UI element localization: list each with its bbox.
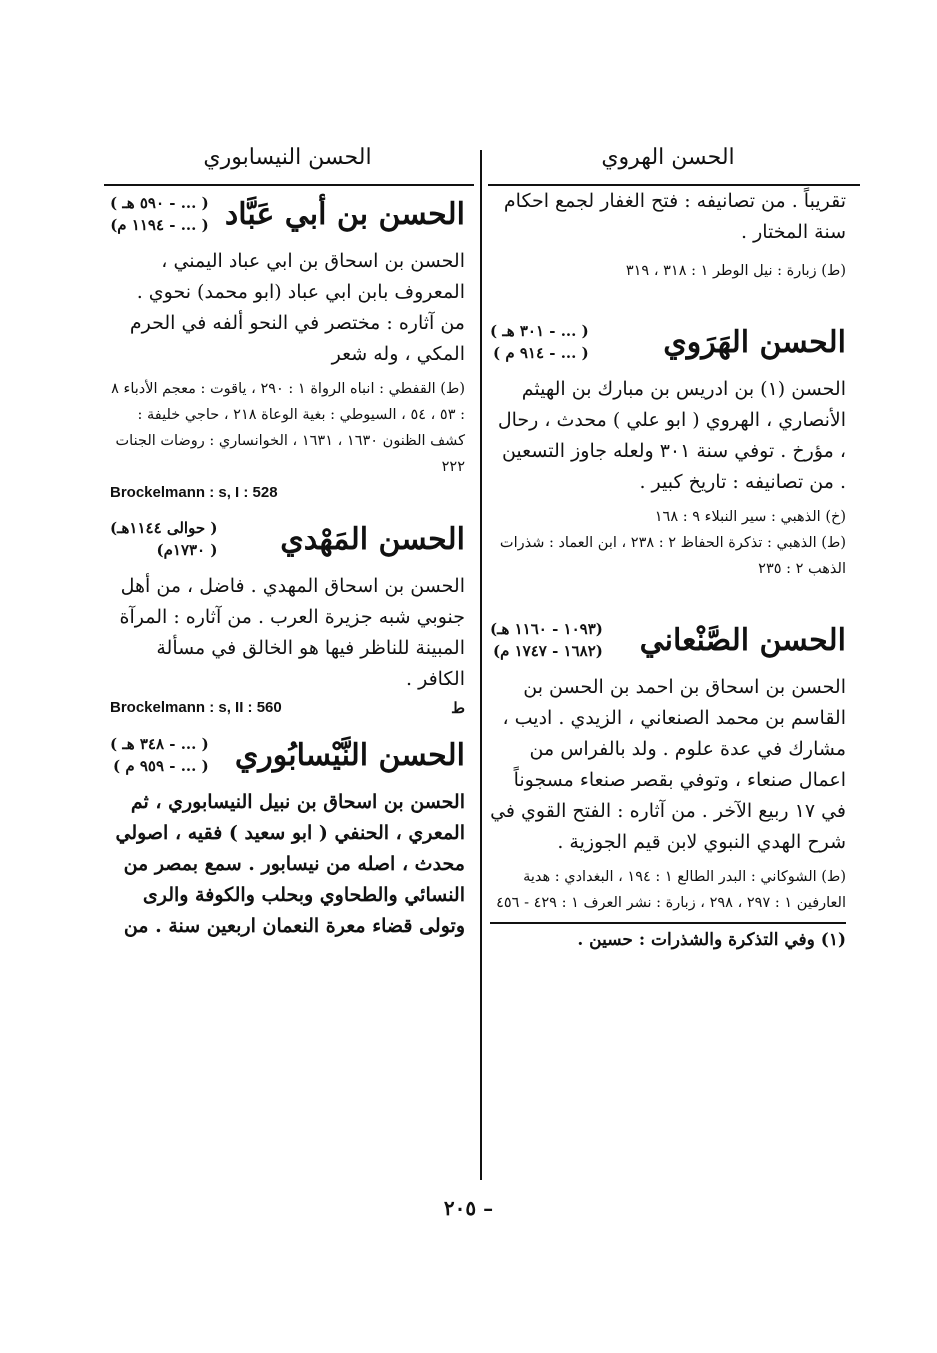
running-head-right: الحسن الهروي <box>601 145 735 170</box>
column-divider <box>480 150 482 1180</box>
entry-body-naysaburi: الحسن بن اسحاق بن نبيل النيسابوري ، ثم المعري ، الحنفي ( ابو سعيد ) فقيه ، اصولي محدث ، اصله من نيسابور . سمع بمصر من النسائي والطحاوي وبحلب والكوفة والرى وتولى قضاء معرة النعمان اربعين سنة . من <box>115 791 465 937</box>
entry-dates-harawi <box>490 320 589 364</box>
entry-reference-harawi-1: (خ) الذهبي : سير النبلاء ٩ : ١٦٨ <box>654 509 846 525</box>
source-mark: ط <box>451 699 465 717</box>
continuation-reference: (ط) زبارة : نيل الوطر ١ : ٣١٨ ، ٣١٩ <box>625 263 846 279</box>
entry-header-sanaani <box>490 618 846 662</box>
entry-header-harawi <box>490 320 846 364</box>
entry-header-naysaburi <box>110 733 465 777</box>
continuation-text: تقريباً . من تصانيفه : فتح الغفار لجمع احكام سنة المختار . <box>503 190 846 243</box>
dates-hijri: ( ... - ٥٩٠ هـ ) <box>110 194 209 212</box>
entry-reference-abi-abbad: (ط) القفطي : انباه الرواة ١ : ٢٩٠ ، ياقوت : معجم الأدباء ٨ : ٥٣ ، ٥٤ ، السيوطي : بغية الوعاة ٢١٨ ، حاجي خليفة : كشف الظنون ١٦٣٠ ، ١٦٣١ ، الخوانساري : روضات الجنات ٢٢٢ <box>111 381 465 475</box>
footnote: (١) وفي التذكرة والشذرات : حسين . <box>490 922 846 950</box>
dates-gregorian: ( ١٧٣٠م) <box>156 541 218 559</box>
entry-reference-harawi-2: (ط) الذهبي : تذكرة الحفاظ ٢ : ٢٣٨ ، ابن العماد : شذرات الذهب ٢ : ٢٣٥ <box>499 535 846 577</box>
entry-dates-abi-abbad <box>110 192 209 236</box>
brockelmann-ref: Brockelmann : s, I : 528 <box>110 484 278 501</box>
entry-name-mahdi: الحسن المَهْدي <box>280 521 465 557</box>
dates-gregorian: ( ... - ٩١٤ م ) <box>493 344 589 362</box>
right-column <box>490 140 846 950</box>
latin-reference-abi-abbad <box>110 484 465 501</box>
brockelmann-ref: Brockelmann : s, II : 560 <box>110 699 282 716</box>
dates-hijri: ( حوالى ١١٤٤هـ) <box>110 519 218 537</box>
dates-gregorian: ( ... - ٩٥٩ م ) <box>113 757 209 775</box>
entry-body-harawi: الحسن (١) بن ادريس بن مبارك بن الهيثم الأنصاري ، الهروي ( ابو علي ) محدث ، رحال ، مؤرخ . توفي سنة ٣٠١ ولعله جاوز التسعين . من تصانيفه : تاريخ كبير . <box>497 378 846 493</box>
entry-header-mahdi <box>110 517 465 561</box>
entry-dates-sanaani <box>490 618 603 662</box>
page-number: – ٢٠٥ <box>443 1196 494 1220</box>
entry-name-naysaburi: الحسن النَّيْسابُوري <box>234 737 465 773</box>
entry-name-harawi: الحسن الهَرَوي <box>663 324 846 360</box>
entry-dates-naysaburi <box>110 733 209 777</box>
left-column <box>110 140 465 942</box>
entry-body-mahdi: الحسن بن اسحاق المهدي . فاضل ، من أهل جنوبي شبه جزيرة العرب . من آثاره : المرآة المبينة للناظر فيها هو الخالق في مسألة الكافر . <box>119 575 465 690</box>
entry-reference-sanaani: (ط) الشوكاني : البدر الطالع ١ : ١٩٤ ، البغدادي : هدية العارفين ١ : ٢٩٧ ، ٢٩٨ ، زبارة : نشر العرف ١ : ٤٢٩ - ٤٥٦ <box>496 869 846 911</box>
entry-name-abi-abbad: الحسن بن أبي عَبَّاد <box>224 196 465 232</box>
running-head-left: الحسن النيسابوري <box>203 145 372 170</box>
entry-name-sanaani: الحسن الصَّنْعاني <box>639 622 846 658</box>
dates-gregorian: (١٦٨٢ - ١٧٤٧ م) <box>493 642 603 660</box>
entry-dates-mahdi <box>110 517 217 561</box>
entry-header-abi-abbad <box>110 192 465 236</box>
entry-body-abi-abbad: الحسن بن اسحاق بن ابي عباد اليمني ، المعروف بابن ابي عباد (ابو محمد) نحوي . من آثاره : مختصر في النحو ألفه في الحرم المكي ، وله شعر <box>129 250 465 365</box>
dates-hijri: ( ... - ٣٤٨ هـ ) <box>110 735 209 753</box>
entry-body-sanaani: الحسن بن اسحاق بن احمد بن الحسن بن القاسم بن محمد الصنعاني ، الزيدي . اديب ، مشارك في عدة علوم . ولد بالفراس من اعمال صنعاء ، وتوفي بقصر صنعاء مسجوناً في ١٧ ربيع الآخر . من آثاره : الفتح القوي في شرح الهدي النبوي لابن قيم الجوزية . <box>490 676 846 853</box>
dates-gregorian: ( ... - ١١٩٤ م) <box>110 216 209 234</box>
dates-hijri: (١٠٩٣ - ١١٦٠ هـ) <box>490 620 603 638</box>
latin-reference-mahdi <box>110 699 465 717</box>
dates-hijri: ( ... - ٣٠١ هـ ) <box>490 322 589 340</box>
